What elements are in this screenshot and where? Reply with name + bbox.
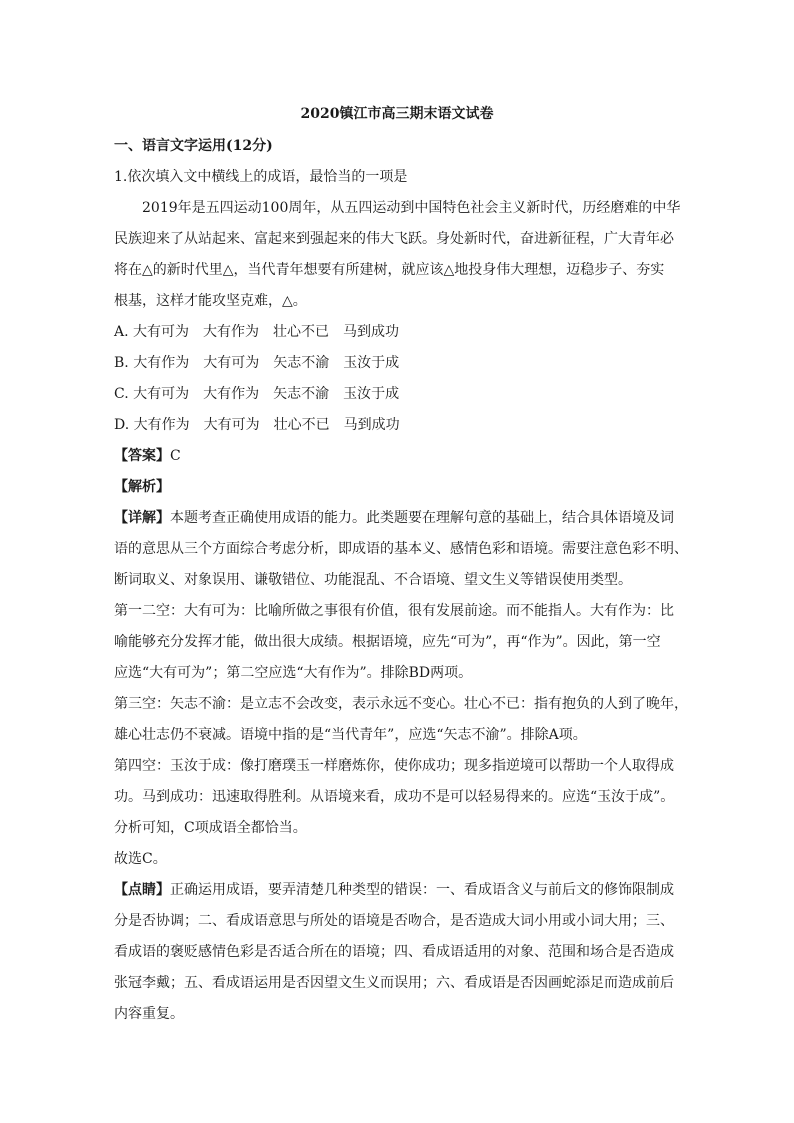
detail-line: 应选“大有可为”；第二空应选“大有作为”。排除BD两项。 <box>114 665 473 681</box>
section-heading: 一、语言文字运用(12分) <box>114 138 273 154</box>
option-d: D. 大有作为 大有可为 壮心不已 马到成功 <box>114 417 400 433</box>
detail-line: 第四空：玉汝于成：像打磨璞玉一样磨炼你，使你成功；现多指逆境可以帮助一个人取得成 <box>114 758 674 774</box>
tip-line: 看成语的褒贬感情色彩是否适合所在的语境；四、看成语适用的对象、范围和场合是否造成 <box>114 944 674 960</box>
detail-line: 功。马到成功：迅速取得胜利。从语境来看，成功不是可以轻易得来的。应选“玉汝于成”。 <box>114 789 675 805</box>
tip-line: 内容重复。 <box>114 1006 184 1022</box>
option-c: C. 大有可为 大有作为 矢志不渝 玉汝于成 <box>114 386 400 402</box>
tip-text: 正确运用成语，要弄清楚几种类型的错误：一、看成语含义与前后文的修饰限制成 <box>170 882 674 898</box>
option-b: B. 大有作为 大有可为 矢志不渝 玉汝于成 <box>114 355 400 371</box>
option-a: A. 大有可为 大有作为 壮心不已 马到成功 <box>114 324 400 340</box>
passage-line: 将在△的新时代里△，当代青年想要有所建树，就应该△地投身伟大理想，迈稳步子、夯实 <box>114 262 665 278</box>
tip-line: 张冠李戴；五、看成语运用是否因望文生义而误用；六、看成语是否因画蛇添足而造成前后 <box>114 975 674 991</box>
detail-line: 喻能够充分发挥才能，做出很大成绩。根据语境，应先“可为”，再“作为”。因此，第一空 <box>114 634 661 650</box>
detail-text: 本题考查正确使用成语的能力。此类题要在理解句意的基础上，结合具体语境及词 <box>170 510 674 526</box>
detail-label: 【详解】 <box>114 510 170 526</box>
answer-line <box>114 445 694 465</box>
tip-line: 分是否协调；二、看成语意思与所处的语境是否吻合，是否造成大词小用或小词大用；三、 <box>114 913 674 929</box>
passage-line: 根基，这样才能攻坚克难，△。 <box>114 293 307 309</box>
detail-line: 分析可知，C项成语全都恰当。 <box>114 820 307 836</box>
analysis-label: 【解析】 <box>114 479 170 495</box>
question-stem: 1.依次填入文中横线上的成语，最恰当的一项是 <box>114 169 408 185</box>
detail-line: 雄心壮志仍不衰减。语境中指的是“当代青年”，应选“矢志不渝”。排除A项。 <box>114 727 587 743</box>
detail-line: 第三空：矢志不渝：是立志不会改变，表示永远不变心。壮心不已：指有抱负的人到了晚年， <box>114 696 688 712</box>
detail-line: 第一二空：大有可为：比喻所做之事很有价值，很有发展前途。而不能指人。大有作为：比 <box>114 603 674 619</box>
tip-label: 【点睛】 <box>114 882 170 898</box>
detail-line <box>114 507 694 527</box>
detail-line: 故选C。 <box>114 851 167 867</box>
answer-value: C <box>170 448 181 464</box>
answer-label: 【答案】 <box>114 448 170 464</box>
tip-line <box>114 879 694 899</box>
detail-line: 断词取义、对象误用、谦敬错位、功能混乱、不合语境、望文生义等错误使用类型。 <box>114 572 632 588</box>
passage-line: 2019年是五四运动100周年，从五四运动到中国特色社会主义新时代，历经磨难的中华 <box>142 200 681 216</box>
passage-line: 民族迎来了从站起来、富起来到强起来的伟大飞跃。身处新时代，奋进新征程，广大青年必 <box>114 231 674 247</box>
page-title: 2020镇江市高三期末语文试卷 <box>300 106 494 122</box>
detail-line: 语的意思从三个方面综合考虑分析，即成语的基本义、感情色彩和语境。需要注意色彩不明、 <box>114 541 688 557</box>
